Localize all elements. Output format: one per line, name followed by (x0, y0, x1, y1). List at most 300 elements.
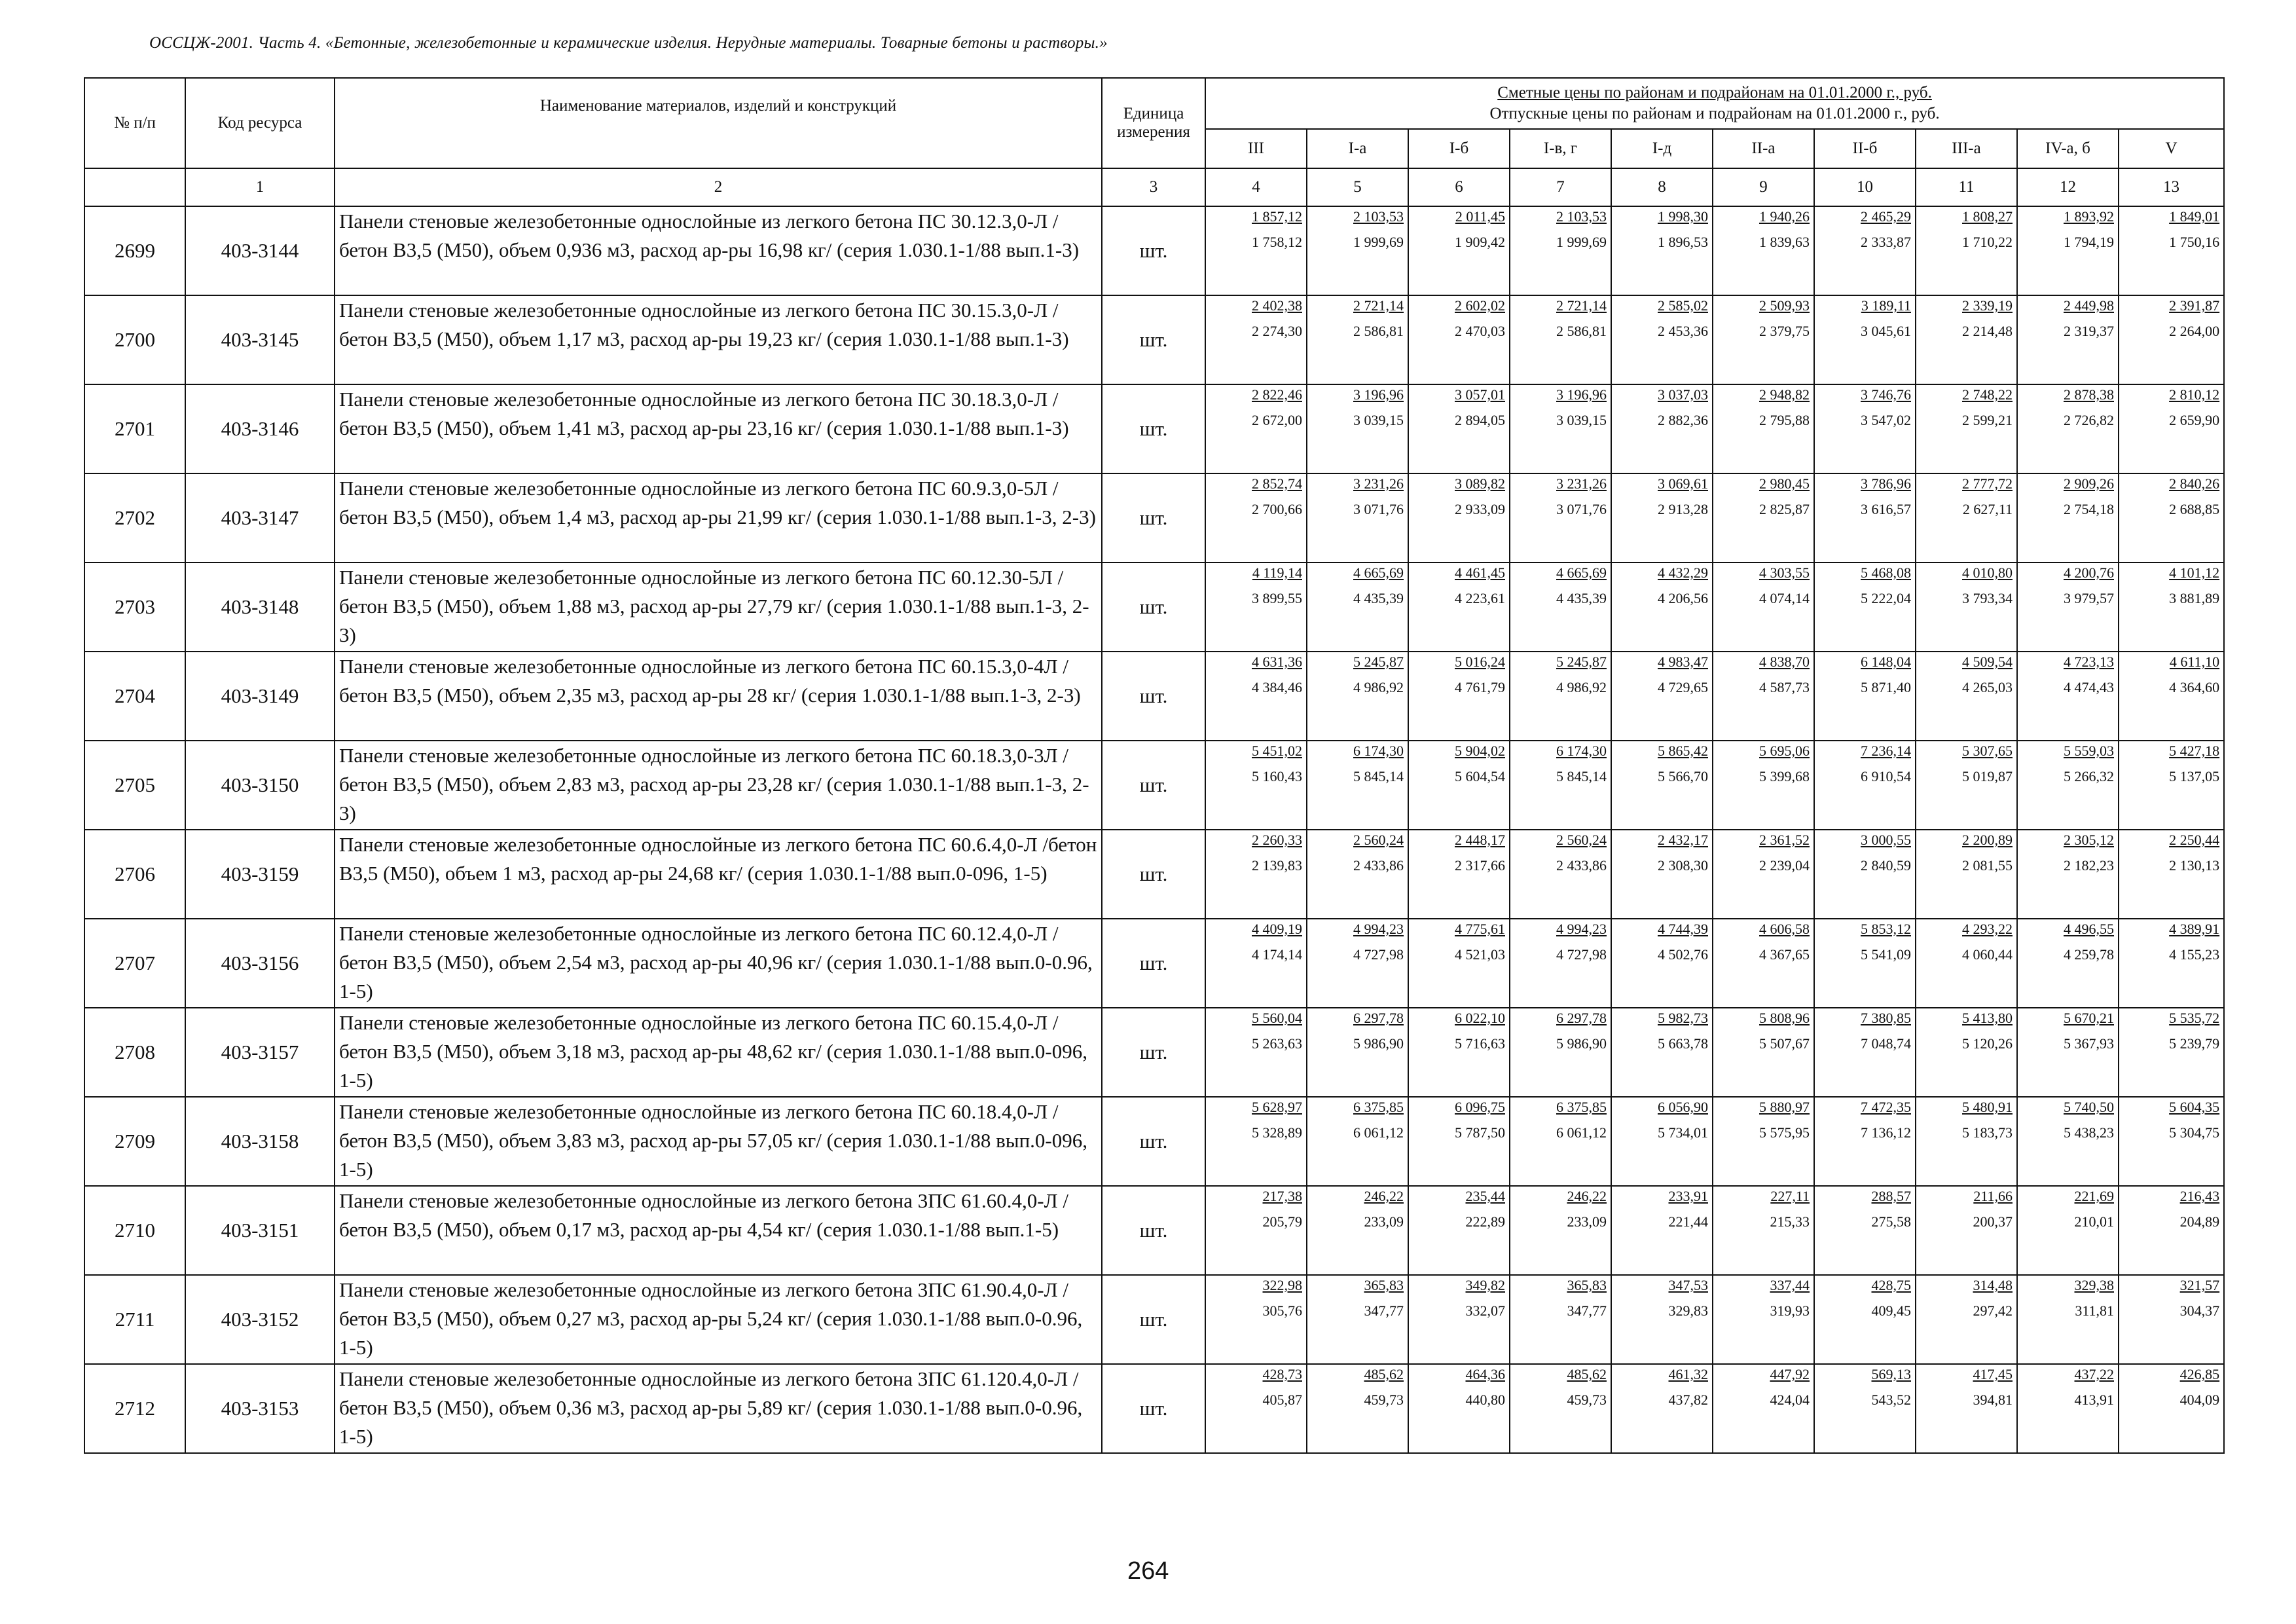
item-name: Панели стеновые железобетонные однослойные из легкого бетона 3ПС 61.90.4,0-Л /бетон В3,5 (М50), объем 0,27 м3, расход ар-ры 5,24 кг/ (серия 1.030.1-1/88 вып.0-0.96, 1-5) (335, 1275, 1102, 1364)
release-price: 4 384,46 (1252, 679, 1302, 695)
estimate-price: 2 305,12 (2064, 832, 2114, 848)
estimate-price: 4 665,69 (1556, 564, 1607, 581)
region-header: I-в, г (1510, 129, 1611, 168)
price-cell (2119, 652, 2224, 741)
release-price: 2 688,85 (2169, 501, 2220, 517)
estimate-price: 6 148,04 (1861, 654, 1911, 670)
table-row (84, 652, 2224, 741)
release-price: 1 794,19 (2064, 234, 2114, 250)
price-cell (2119, 741, 2224, 830)
price-cell (1408, 295, 1510, 384)
release-price: 4 223,61 (1455, 590, 1505, 606)
release-price: 1 999,69 (1556, 234, 1607, 250)
price-cell (1510, 384, 1611, 473)
release-price: 5 507,67 (1759, 1035, 1810, 1052)
price-cell (1713, 563, 1814, 652)
release-price: 5 019,87 (1962, 768, 2013, 784)
release-price: 4 364,60 (2169, 679, 2220, 695)
release-price: 4 155,23 (2169, 946, 2220, 963)
estimate-price: 7 380,85 (1861, 1010, 1911, 1026)
release-price: 2 274,30 (1252, 323, 1302, 339)
release-price: 404,09 (2179, 1392, 2220, 1408)
release-price: 204,89 (2179, 1213, 2220, 1230)
price-cell (1713, 1008, 1814, 1097)
estimate-price: 365,83 (1364, 1277, 1404, 1293)
release-price: 4 587,73 (1759, 679, 1810, 695)
release-price: 5 986,90 (1556, 1035, 1607, 1052)
release-price: 7 136,12 (1861, 1124, 1911, 1141)
item-name: Панели стеновые железобетонные однослойные из легкого бетона ПС 60.18.3,0-3Л /бетон В3,5 (М50), объем 2,83 м3, расход ар-ры 23,28 кг/ (серия 1.030.1-1/88 вып.1-3, 2-3) (335, 741, 1102, 830)
release-price: 4 729,65 (1658, 679, 1708, 695)
estimate-price: 227,11 (1770, 1188, 1810, 1204)
release-price: 424,04 (1770, 1392, 1810, 1408)
price-cell (1713, 384, 1814, 473)
price-cell (1916, 563, 2017, 652)
estimate-price: 447,92 (1770, 1366, 1810, 1382)
price-cell (2017, 384, 2119, 473)
estimate-price: 5 016,24 (1455, 654, 1505, 670)
resource-code: 403-3153 (185, 1364, 335, 1453)
estimate-price: 2 391,87 (2169, 297, 2220, 314)
estimate-price: 5 853,12 (1861, 921, 1911, 937)
release-price: 7 048,74 (1861, 1035, 1911, 1052)
release-price: 4 502,76 (1658, 946, 1708, 963)
resource-code: 403-3150 (185, 741, 335, 830)
release-price: 4 367,65 (1759, 946, 1810, 963)
estimate-price: 6 297,78 (1353, 1010, 1404, 1026)
release-price: 1 750,16 (2169, 234, 2220, 250)
unit-cell: шт. (1102, 919, 1205, 1008)
release-price: 329,83 (1668, 1302, 1708, 1319)
row-number: 2707 (84, 919, 185, 1008)
release-price: 4 986,92 (1353, 679, 1404, 695)
release-price: 5 438,23 (2064, 1124, 2114, 1141)
release-price: 2 894,05 (1455, 412, 1505, 428)
table-row (84, 206, 2224, 295)
row-number: 2711 (84, 1275, 185, 1364)
estimate-price-title: Сметные цены по районам и подрайонам на 01.01.2000 г., руб. (1497, 84, 1932, 101)
price-cell (1713, 1275, 1814, 1364)
release-price: 2 795,88 (1759, 412, 1810, 428)
release-price: 5 734,01 (1658, 1124, 1708, 1141)
estimate-price: 2 260,33 (1252, 832, 1302, 848)
price-cell (1510, 1275, 1611, 1364)
column-number: 10 (1814, 168, 1916, 206)
resource-code: 403-3149 (185, 652, 335, 741)
price-cell (1814, 384, 1916, 473)
release-price: 5 541,09 (1861, 946, 1911, 963)
release-price: 2 308,30 (1658, 857, 1708, 874)
estimate-price: 1 998,30 (1658, 208, 1708, 225)
region-header: I-д (1611, 129, 1713, 168)
release-price: 3 979,57 (2064, 590, 2114, 606)
price-cell (1713, 295, 1814, 384)
row-number: 2700 (84, 295, 185, 384)
price-cell (1713, 652, 1814, 741)
column-number: 9 (1713, 168, 1814, 206)
table-row (84, 830, 2224, 919)
release-price: 6 061,12 (1353, 1124, 1404, 1141)
estimate-price: 4 461,45 (1455, 564, 1505, 581)
estimate-price: 322,98 (1262, 1277, 1302, 1293)
price-cell (1205, 1364, 1307, 1453)
release-price: 5 986,90 (1353, 1035, 1404, 1052)
release-price: 4 727,98 (1353, 946, 1404, 963)
release-price: 2 586,81 (1353, 323, 1404, 339)
estimate-price: 2 721,14 (1556, 297, 1607, 314)
price-cell (1611, 1008, 1713, 1097)
price-cell (2017, 1186, 2119, 1275)
release-price: 437,82 (1668, 1392, 1708, 1408)
release-price: 5 845,14 (1353, 768, 1404, 784)
estimate-price: 5 880,97 (1759, 1099, 1810, 1115)
resource-code: 403-3156 (185, 919, 335, 1008)
release-price: 4 474,43 (2064, 679, 2114, 695)
item-name: Панели стеновые железобетонные однослойные из легкого бетона ПС 60.15.4,0-Л /бетон В3,5 (М50), объем 3,18 м3, расход ар-ры 48,62 кг/ (серия 1.030.1-1/88 вып.0-096, 1-5) (335, 1008, 1102, 1097)
price-cell (1307, 741, 1408, 830)
release-price: 233,09 (1364, 1213, 1404, 1230)
estimate-price: 6 375,85 (1353, 1099, 1404, 1115)
unit-cell: шт. (1102, 384, 1205, 473)
release-price: 5 871,40 (1861, 679, 1911, 695)
unit-cell: шт. (1102, 830, 1205, 919)
estimate-price: 4 303,55 (1759, 564, 1810, 581)
release-price: 5 604,54 (1455, 768, 1505, 784)
price-cell (1611, 384, 1713, 473)
release-price: 205,79 (1262, 1213, 1302, 1230)
region-header: I-а (1307, 129, 1408, 168)
release-price: 305,76 (1262, 1302, 1302, 1319)
item-name: Панели стеновые железобетонные однослойные из легкого бетона 3ПС 61.120.4,0-Л /бетон В3,5 (М50), объем 0,36 м3, расход ар-ры 5,89 кг/ (серия 1.030.1-1/88 вып.0-0.96, 1-5) (335, 1364, 1102, 1453)
table-row (84, 473, 2224, 563)
price-cell (1408, 1364, 1510, 1453)
estimate-price: 5 560,04 (1252, 1010, 1302, 1026)
estimate-price: 314,48 (1973, 1277, 2013, 1293)
price-cell (1713, 830, 1814, 919)
row-number: 2705 (84, 741, 185, 830)
header-price-group (1205, 78, 2224, 129)
estimate-price: 437,22 (2074, 1366, 2114, 1382)
price-cell (2017, 1008, 2119, 1097)
estimate-price: 4 665,69 (1353, 564, 1404, 581)
region-header: II-б (1814, 129, 1916, 168)
estimate-price: 1 857,12 (1252, 208, 1302, 225)
price-cell (1814, 1097, 1916, 1186)
release-price: 3 881,89 (2169, 590, 2220, 606)
release-price: 2 214,48 (1962, 323, 2013, 339)
column-number: 3 (1102, 168, 1205, 206)
row-number: 2704 (84, 652, 185, 741)
price-cell (1916, 1008, 2017, 1097)
price-cell (1205, 1097, 1307, 1186)
item-name: Панели стеновые железобетонные однослойные из легкого бетона 3ПС 61.60.4,0-Л /бетон В3,5 (М50), объем 0,17 м3, расход ар-ры 4,54 кг/ (серия 1.030.1-1/88 вып.1-5) (335, 1186, 1102, 1275)
column-number: 5 (1307, 168, 1408, 206)
price-cell (1408, 741, 1510, 830)
estimate-price: 5 245,87 (1556, 654, 1607, 670)
estimate-price: 6 174,30 (1353, 743, 1404, 759)
release-price: 2 433,86 (1556, 857, 1607, 874)
price-cell (1408, 563, 1510, 652)
price-cell (1408, 473, 1510, 563)
price-cell (1814, 1364, 1916, 1453)
price-cell (1611, 830, 1713, 919)
price-cell (1510, 652, 1611, 741)
estimate-price: 5 982,73 (1658, 1010, 1708, 1026)
region-header: III-а (1916, 129, 2017, 168)
column-number: 13 (2119, 168, 2224, 206)
release-price: 2 379,75 (1759, 323, 1810, 339)
item-name: Панели стеновые железобетонные однослойные из легкого бетона ПС 30.18.3,0-Л /бетон В3,5 (М50), объем 1,41 м3, расход ар-ры 23,16 кг/ (серия 1.030.1-1/88 вып.1-3) (335, 384, 1102, 473)
release-price: 3 071,76 (1353, 501, 1404, 517)
price-cell (1510, 1008, 1611, 1097)
price-cell (1510, 1097, 1611, 1186)
unit-cell: шт. (1102, 1275, 1205, 1364)
row-number: 2706 (84, 830, 185, 919)
release-price: 2 825,87 (1759, 501, 1810, 517)
price-cell (1510, 1186, 1611, 1275)
estimate-price: 4 994,23 (1353, 921, 1404, 937)
release-price: 3 039,15 (1353, 412, 1404, 428)
estimate-price: 2 509,93 (1759, 297, 1810, 314)
estimate-price: 2 748,22 (1962, 386, 2013, 403)
release-price: 543,52 (1871, 1392, 1911, 1408)
price-cell (1307, 1097, 1408, 1186)
price-cell (1611, 652, 1713, 741)
price-cell (1713, 1097, 1814, 1186)
price-cell (1205, 1186, 1307, 1275)
region-header: I-б (1408, 129, 1510, 168)
region-header: II-а (1713, 129, 1814, 168)
release-price: 2 333,87 (1861, 234, 1911, 250)
release-price: 1 896,53 (1658, 234, 1708, 250)
estimate-price: 5 468,08 (1861, 564, 1911, 581)
release-price: 459,73 (1364, 1392, 1404, 1408)
table-row (84, 741, 2224, 830)
release-price: 4 435,39 (1556, 590, 1607, 606)
table-row (84, 1186, 2224, 1275)
item-name: Панели стеновые железобетонные однослойные из легкого бетона ПС 30.15.3,0-Л /бетон В3,5 (М50), объем 1,17 м3, расход ар-ры 19,23 кг/ (серия 1.030.1-1/88 вып.1-3) (335, 295, 1102, 384)
estimate-price: 485,62 (1364, 1366, 1404, 1382)
row-number: 2709 (84, 1097, 185, 1186)
release-price: 1 999,69 (1353, 234, 1404, 250)
release-price: 5 239,79 (2169, 1035, 2220, 1052)
estimate-price: 2 011,45 (1455, 208, 1505, 225)
release-price: 2 700,66 (1252, 501, 1302, 517)
row-number: 2708 (84, 1008, 185, 1097)
price-cell (1205, 741, 1307, 830)
estimate-price: 4 101,12 (2169, 564, 2220, 581)
estimate-price: 5 628,97 (1252, 1099, 1302, 1115)
estimate-price: 5 480,91 (1962, 1099, 2013, 1115)
estimate-price: 4 611,10 (2169, 654, 2220, 670)
price-cell (1814, 295, 1916, 384)
unit-cell: шт. (1102, 1364, 1205, 1453)
estimate-price: 246,22 (1567, 1188, 1607, 1204)
price-cell (1408, 1186, 1510, 1275)
price-cell (1916, 384, 2017, 473)
release-price: 2 182,23 (2064, 857, 2114, 874)
estimate-price: 6 022,10 (1455, 1010, 1505, 1026)
price-cell (1916, 473, 2017, 563)
release-price: 4 986,92 (1556, 679, 1607, 695)
estimate-price: 365,83 (1567, 1277, 1607, 1293)
release-price: 2 470,03 (1455, 323, 1505, 339)
estimate-price: 5 865,42 (1658, 743, 1708, 759)
price-cell (1307, 473, 1408, 563)
price-cell (1611, 1097, 1713, 1186)
estimate-price: 1 893,92 (2064, 208, 2114, 225)
estimate-price: 6 375,85 (1556, 1099, 1607, 1115)
release-price: 459,73 (1567, 1392, 1607, 1408)
price-cell (2017, 563, 2119, 652)
price-cell (2017, 652, 2119, 741)
release-price: 2 130,13 (2169, 857, 2220, 874)
price-cell (1916, 919, 2017, 1008)
estimate-price: 4 293,22 (1962, 921, 2013, 937)
release-price: 5 787,50 (1455, 1124, 1505, 1141)
estimate-price: 5 307,65 (1962, 743, 2013, 759)
region-header: III (1205, 129, 1307, 168)
release-price: 5 263,63 (1252, 1035, 1302, 1052)
price-cell (2119, 1008, 2224, 1097)
item-name: Панели стеновые железобетонные однослойные из легкого бетона ПС 60.18.4,0-Л /бетон В3,5 (М50), объем 3,83 м3, расход ар-ры 57,05 кг/ (серия 1.030.1-1/88 вып.0-096, 1-5) (335, 1097, 1102, 1186)
estimate-price: 7 472,35 (1861, 1099, 1911, 1115)
estimate-price: 235,44 (1465, 1188, 1505, 1204)
release-price: 4 435,39 (1353, 590, 1404, 606)
release-price: 275,58 (1871, 1213, 1911, 1230)
release-price: 3 616,57 (1861, 501, 1911, 517)
price-cell (2017, 1097, 2119, 1186)
estimate-price: 2 721,14 (1353, 297, 1404, 314)
price-cell (1713, 1364, 1814, 1453)
estimate-price: 461,32 (1668, 1366, 1708, 1382)
release-price: 319,93 (1770, 1302, 1810, 1319)
price-cell (1307, 1186, 1408, 1275)
release-price: 1 839,63 (1759, 234, 1810, 250)
item-name: Панели стеновые железобетонные однослойные из легкого бетона ПС 60.9.3,0-5Л /бетон В3,5 (М50), объем 1,4 м3, расход ар-ры 21,99 кг/ (серия 1.030.1-1/88 вып.1-3, 2-3) (335, 473, 1102, 563)
row-number: 2701 (84, 384, 185, 473)
release-price: 2 317,66 (1455, 857, 1505, 874)
estimate-price: 3 000,55 (1861, 832, 1911, 848)
estimate-price: 7 236,14 (1861, 743, 1911, 759)
release-price: 4 259,78 (2064, 946, 2114, 963)
item-name: Панели стеновые железобетонные однослойные из легкого бетона ПС 30.12.3,0-Л /бетон В3,5 (М50), объем 0,936 м3, расход ар-ры 16,98 кг/ (серия 1.030.1-1/88 вып.1-3) (335, 206, 1102, 295)
estimate-price: 5 740,50 (2064, 1099, 2114, 1115)
row-number: 2703 (84, 563, 185, 652)
estimate-price: 2 822,46 (1252, 386, 1302, 403)
estimate-price: 246,22 (1364, 1188, 1404, 1204)
price-cell (1510, 830, 1611, 919)
estimate-price: 233,91 (1668, 1188, 1708, 1204)
table-row (84, 1008, 2224, 1097)
release-price: 5 183,73 (1962, 1124, 2013, 1141)
estimate-price: 2 980,45 (1759, 475, 1810, 492)
release-price: 200,37 (1973, 1213, 2013, 1230)
release-price: 1 758,12 (1252, 234, 1302, 250)
header-code: Код ресурса (185, 78, 335, 168)
release-price: 4 265,03 (1962, 679, 2013, 695)
price-cell (2017, 1275, 2119, 1364)
estimate-price: 288,57 (1871, 1188, 1911, 1204)
release-price: 405,87 (1262, 1392, 1302, 1408)
release-price: 2 726,82 (2064, 412, 2114, 428)
release-price: 5 575,95 (1759, 1124, 1810, 1141)
price-cell (1205, 473, 1307, 563)
price-cell (1611, 563, 1713, 652)
release-price: 3 793,34 (1962, 590, 2013, 606)
estimate-price: 3 786,96 (1861, 475, 1911, 492)
resource-code: 403-3157 (185, 1008, 335, 1097)
price-cell (1307, 652, 1408, 741)
release-price: 2 659,90 (2169, 412, 2220, 428)
price-cell (1307, 1008, 1408, 1097)
estimate-price: 4 432,29 (1658, 564, 1708, 581)
price-cell (1713, 741, 1814, 830)
table-row (84, 919, 2224, 1008)
price-cell (1814, 1186, 1916, 1275)
estimate-price: 4 983,47 (1658, 654, 1708, 670)
estimate-price: 347,53 (1668, 1277, 1708, 1293)
release-price: 440,80 (1465, 1392, 1505, 1408)
price-cell (1510, 741, 1611, 830)
release-price: 3 071,76 (1556, 501, 1607, 517)
release-price: 347,77 (1567, 1302, 1607, 1319)
price-cell (1307, 295, 1408, 384)
price-cell (1916, 295, 2017, 384)
release-price: 5 137,05 (2169, 768, 2220, 784)
table-row (84, 295, 2224, 384)
resource-code: 403-3158 (185, 1097, 335, 1186)
estimate-price: 2 909,26 (2064, 475, 2114, 492)
price-cell (2017, 741, 2119, 830)
price-cell (1611, 1186, 1713, 1275)
estimate-price: 216,43 (2179, 1188, 2220, 1204)
price-cell (1916, 652, 2017, 741)
price-cell (1307, 563, 1408, 652)
document-header: ОССЦЖ-2001. Часть 4. «Бетонные, железобетонные и керамические изделия. Нерудные материалы. Товарные бетоны и растворы.» (149, 34, 1108, 52)
price-cell (1611, 473, 1713, 563)
price-cell (1307, 1364, 1408, 1453)
price-table (84, 77, 2225, 1454)
estimate-price: 3 057,01 (1455, 386, 1505, 403)
region-header: V (2119, 129, 2224, 168)
header-unit: Единица измерения (1102, 78, 1205, 168)
price-cell (2017, 473, 2119, 563)
estimate-price: 2 103,53 (1353, 208, 1404, 225)
estimate-price: 6 174,30 (1556, 743, 1607, 759)
price-cell (1611, 295, 1713, 384)
release-price: 5 304,75 (2169, 1124, 2220, 1141)
price-cell (1611, 1364, 1713, 1453)
price-cell (1916, 1275, 2017, 1364)
item-name: Панели стеновые железобетонные однослойные из легкого бетона ПС 60.12.30-5Л /бетон В3,5 (М50), объем 1,88 м3, расход ар-ры 27,79 кг/ (серия 1.030.1-1/88 вып.1-3, 2-3) (335, 563, 1102, 652)
price-cell (1916, 830, 2017, 919)
estimate-price: 4 631,36 (1252, 654, 1302, 670)
column-number: 12 (2017, 168, 2119, 206)
price-cell (1713, 919, 1814, 1008)
resource-code: 403-3152 (185, 1275, 335, 1364)
release-price: 4 060,44 (1962, 946, 2013, 963)
release-price: 4 206,56 (1658, 590, 1708, 606)
release-price: 5 367,93 (2064, 1035, 2114, 1052)
estimate-price: 211,66 (1973, 1188, 2013, 1204)
price-cell (1814, 919, 1916, 1008)
release-price: 2 627,11 (1962, 501, 2013, 517)
estimate-price: 3 069,61 (1658, 475, 1708, 492)
price-cell (1611, 919, 1713, 1008)
price-cell (1713, 206, 1814, 295)
release-price: 5 266,32 (2064, 768, 2114, 784)
